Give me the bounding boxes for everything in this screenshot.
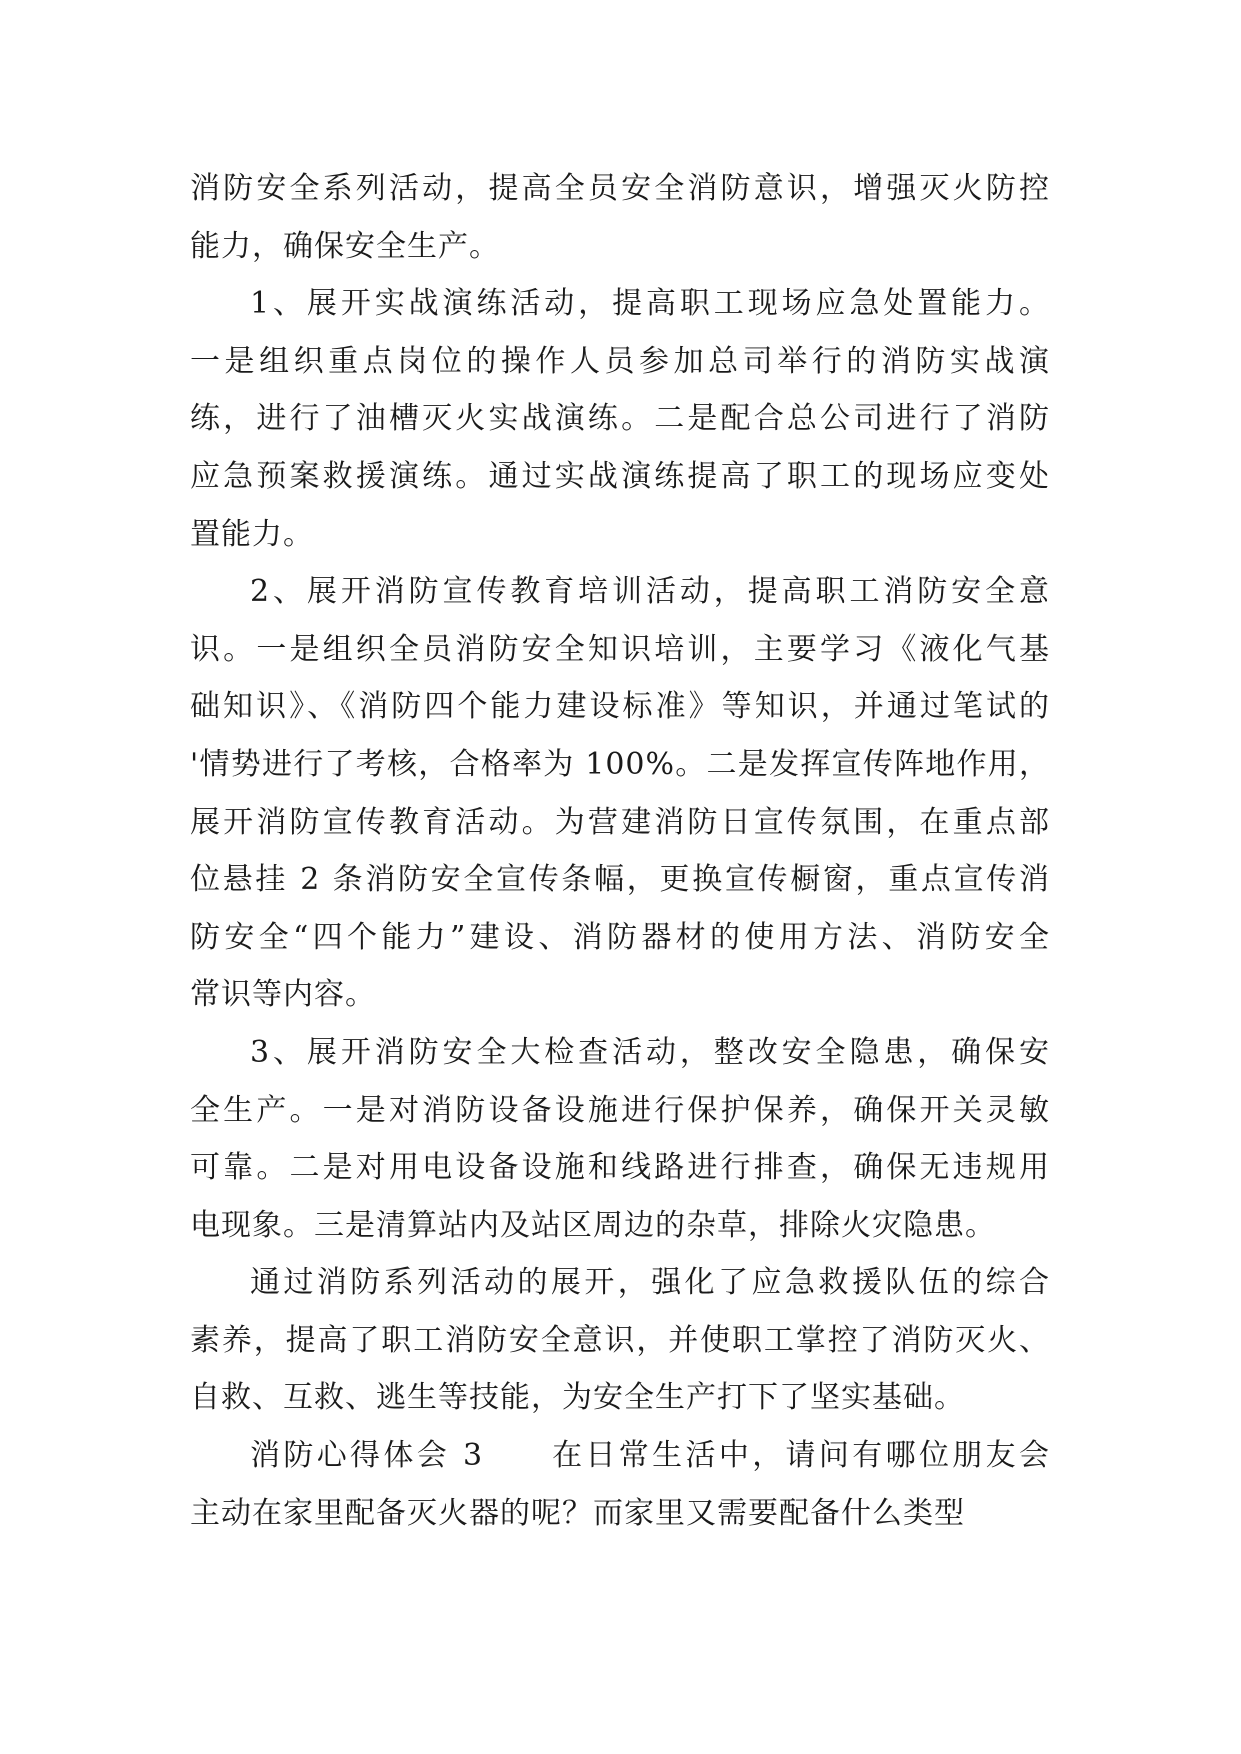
text-line: 消防安全系列活动，提高全员安全消防意识，增强灭火防控 <box>190 171 1050 206</box>
paragraph <box>190 563 1050 1024</box>
text-line: 2、展开消防宣传教育培训活动，提高职工消防安全意 <box>250 574 1050 610</box>
document-body <box>190 160 1050 1542</box>
text-line: 防安全“四个能力”建设、消防器材的使用方法、消防安全 <box>190 919 1050 955</box>
text-line: 主动在家里配备灭火器的呢？而家里又需要配备什么类型 <box>190 1495 965 1531</box>
text-line: 1、展开实战演练活动，提高职工现场应急处置能力。 <box>250 286 1050 322</box>
text-line: 能力，确保安全生产。 <box>190 228 500 264</box>
text-line: 消防心得体会 3 在日常生活中，请问有哪位朋友会 <box>250 1438 1050 1474</box>
text-line: 练，进行了油槽灭火实战演练。二是配合总公司进行了消防 <box>190 401 1050 437</box>
paragraph <box>190 1427 1050 1542</box>
text-line: 识。一是组织全员消防安全知识培训，主要学习《液化气基 <box>190 631 1050 667</box>
text-line: '情势进行了考核，合格率为 100%。二是发挥宣传阵地作用， <box>190 746 1050 782</box>
paragraph <box>190 1024 1050 1254</box>
text-line: 素养，提高了职工消防安全意识，并使职工掌控了消防灭火、 <box>190 1322 1050 1358</box>
text-line: 一是组织重点岗位的操作人员参加总司举行的消防实战演 <box>190 343 1050 379</box>
text-line: 3、展开消防安全大检查活动，整改安全隐患，确保安 <box>250 1034 1050 1070</box>
text-line: 应急预案救援演练。通过实战演练提高了职工的现场应变处 <box>190 458 1050 494</box>
text-line: 全生产。一是对消防设备设施进行保护保养，确保开关灵敏 <box>190 1092 1050 1128</box>
text-line: 位悬挂 2 条消防安全宣传条幅，更换宣传橱窗，重点宣传消 <box>190 862 1050 898</box>
text-line: 置能力。 <box>190 516 314 552</box>
paragraph <box>190 160 1050 275</box>
text-line: 础知识》、《消防四个能力建设标准》等知识，并通过笔试的 <box>190 689 1050 725</box>
text-line: 通过消防系列活动的展开，强化了应急救援队伍的综合 <box>250 1265 1050 1301</box>
paragraph <box>190 1254 1050 1427</box>
text-line: 常识等内容。 <box>190 977 376 1013</box>
text-line: 电现象。三是清算站内及站区周边的杂草，排除火灾隐患。 <box>190 1207 996 1243</box>
text-line: 自救、互救、逃生等技能，为安全生产打下了坚实基础。 <box>190 1380 965 1416</box>
text-line: 可靠。二是对用电设备设施和线路进行排查，确保无违规用 <box>190 1150 1050 1186</box>
paragraph <box>190 275 1050 563</box>
text-line: 展开消防宣传教育活动。为营建消防日宣传氛围，在重点部 <box>190 804 1050 840</box>
